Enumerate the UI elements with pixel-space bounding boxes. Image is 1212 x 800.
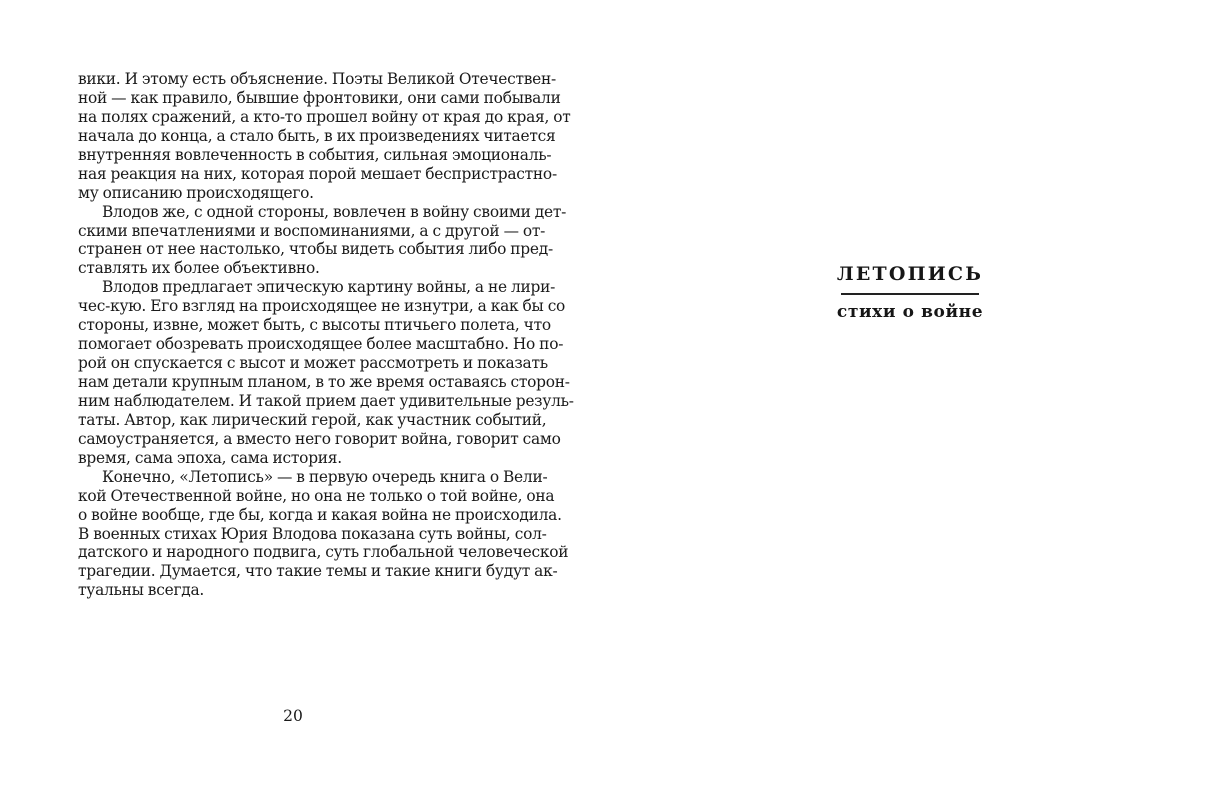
page-number: 20 — [283, 707, 303, 725]
paragraph-3 — [78, 278, 574, 467]
text-line: внутренняя вовлеченность в события, сильная эмоциональ- — [78, 145, 552, 164]
title-divider — [841, 293, 979, 295]
text-line: стороны, извне, может быть, с высоты птичьего полета, что — [78, 316, 551, 335]
book-subtitle: стихи о войне — [836, 301, 984, 322]
text-line: на полях сражений, а кто-то прошел войну от края до края, от — [78, 107, 571, 126]
text-line: начала до конца, а стало быть, в их произведениях читается — [78, 126, 556, 145]
text-line: нам детали крупным планом, в то же время оставаясь сторон- — [78, 373, 570, 391]
text-line: Влодов же, с одной стороны, вовлечен в войну своими дет- — [102, 202, 567, 221]
text-line: странен от нее настолько, чтобы видеть события либо пред- — [78, 240, 553, 259]
text-line: вики. И этому есть объяснение. Поэты Великой Отечествен- — [78, 70, 556, 88]
text-line: о войне вообще, где бы, когда и какая война не происходила. — [78, 505, 562, 524]
text-line: помогает обозревать происходящее более масштабно. Но по- — [78, 335, 564, 354]
paragraph-1 — [78, 70, 571, 203]
text-line: скими впечатлениями и воспоминаниями, а с другой — от- — [78, 221, 546, 240]
text-line: Конечно, «Летопись» — в первую очередь книга о Вели- — [102, 467, 548, 486]
text-line: Влодов предлагает эпическую картину войны, а не лири- — [102, 278, 556, 297]
text-line: таты. Автор, как лирический герой, как участник событий, — [78, 410, 547, 429]
left-page-text — [78, 70, 574, 600]
text-line: чес-кую. Его взгляд на происходящее не изнутри, а как бы со — [78, 297, 566, 316]
text-line: ним наблюдателем. И такой прием дает удивительные резуль- — [78, 391, 574, 410]
text-line: датского и народного подвига, суть глобальной человеческой — [78, 543, 569, 562]
text-line: кой Отечественной войне, но она не только о той войне, она — [78, 486, 555, 505]
text-line: ставлять их более объективно. — [78, 259, 320, 278]
book-title: ЛЕТОПИСЬ — [836, 263, 984, 285]
text-line: время, сама эпоха, сама история. — [78, 448, 342, 467]
text-line: самоустраняется, а вместо него говорит война, говорит само — [78, 429, 561, 448]
paragraph-4 — [78, 467, 569, 601]
text-line: трагедии. Думается, что такие темы и такие книги будут ак- — [78, 562, 558, 581]
right-page-title-block — [830, 262, 990, 323]
text-line: ной — как правило, бывшие фронтовики, они сами побывали — [78, 88, 561, 107]
text-line: рой он спускается с высот и может рассмотреть и показать — [78, 354, 548, 373]
text-line: му описанию происходящего. — [78, 183, 314, 202]
paragraph-2 — [78, 202, 567, 279]
text-line: туальны всегда. — [78, 581, 205, 600]
text-line: В военных стихах Юрия Влодова показана суть войны, сол- — [78, 524, 547, 543]
text-line: ная реакция на них, которая порой мешает беспристрастно- — [78, 164, 557, 183]
